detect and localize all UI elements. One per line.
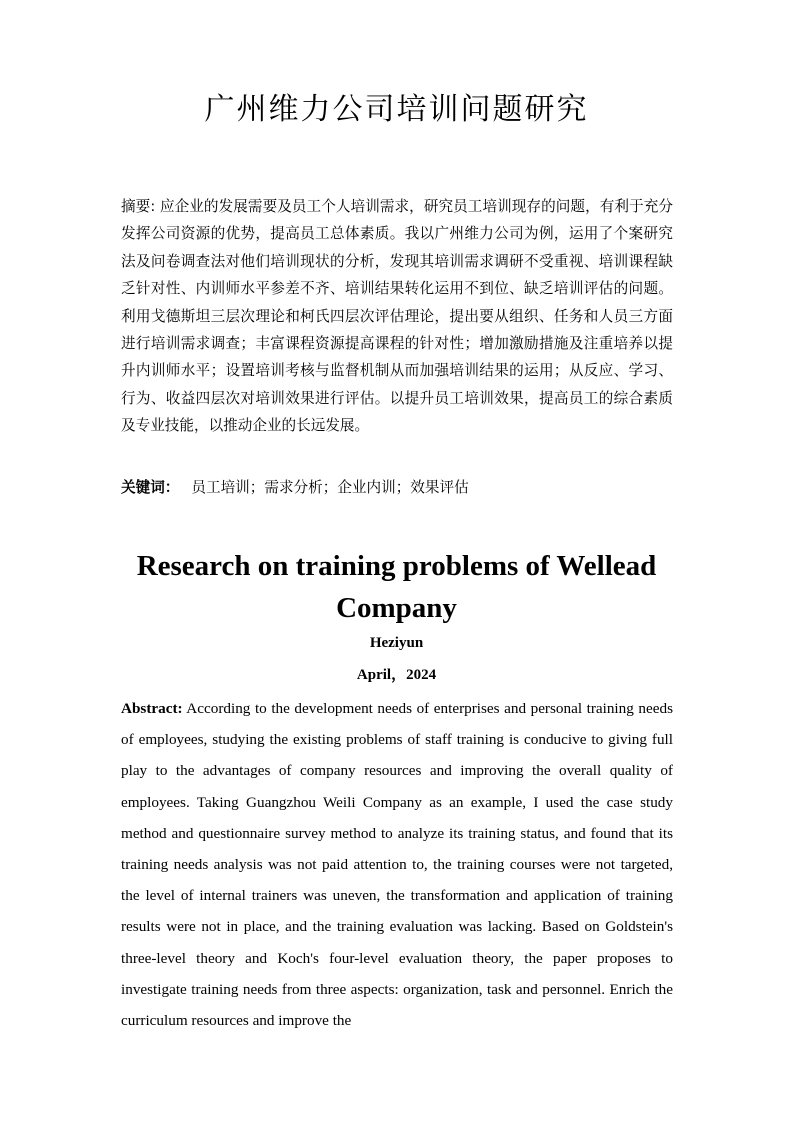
chinese-abstract-label: 摘要 bbox=[121, 198, 151, 215]
chinese-abstract-text: 应企业的发展需要及员工个人培训需求，研究员工培训现存的问题，有利于充分发挥公司资源的优势，提高员工总体素质。我以广州维力公司为例，运用了个案研究法及问卷调查法对他们培训现状的分析，发现其培训需求调研不受重视、培训课程缺乏针对性、内训师水平参差不齐、培训结果转化运用不到位、缺乏培训评估的问题。利用戈德斯坦三层次理论和柯氏四层次评估理论，提出要从组织、任务和人员三方面进行培训需求调查；丰富课程资源提高课程的针对性；增加激励措施及注重培养以提升内训师水平；设置培训考核与监督机制从而加强培训结果的运用；从反应、学习、行为、收益四层次对培训效果进行评估。以提升员工培训效果，提高员工的综合素质及专业技能，以推动企业的长远发展。 bbox=[121, 198, 673, 435]
chinese-abstract bbox=[121, 193, 673, 440]
chinese-keywords-text: 员工培训；需求分析；企业内训；效果评估 bbox=[191, 479, 469, 496]
chinese-keywords-label: 关键词： bbox=[121, 479, 180, 496]
publication-date: April，2024 bbox=[356, 667, 437, 683]
english-abstract-text: According to the development needs of enterprises and personal training needs of employees, studying the existing problems of staff training is conducive to giving full play to the advantages of company resources and improving the overall quality of employees. Taking Guangzhou Weili Company as an example, I used the case study method and questionnaire survey method to analyze its training status, and found that its training needs analysis was not paid attention to, the training courses were not targeted, the level of internal trainers was uneven, the transformation and application of training results were not in place, and the training evaluation was lacking. Based on Goldstein's three-level theory and Koch's four-level evaluation theory, the paper proposes to investigate training needs from three aspects: organization, task and personnel. Enrich the curriculum resources and improve the bbox=[121, 700, 673, 1030]
english-abstract bbox=[121, 693, 673, 1036]
chinese-abstract-separator: : bbox=[150, 198, 160, 215]
chinese-keywords bbox=[121, 476, 673, 500]
english-title: Research on training problems of Wellead Company bbox=[136, 550, 657, 624]
author-name: Heziyun bbox=[369, 635, 424, 651]
english-abstract-label: Abstract: bbox=[121, 700, 183, 717]
chinese-title: 广州维力公司培训问题研究 bbox=[204, 92, 589, 127]
